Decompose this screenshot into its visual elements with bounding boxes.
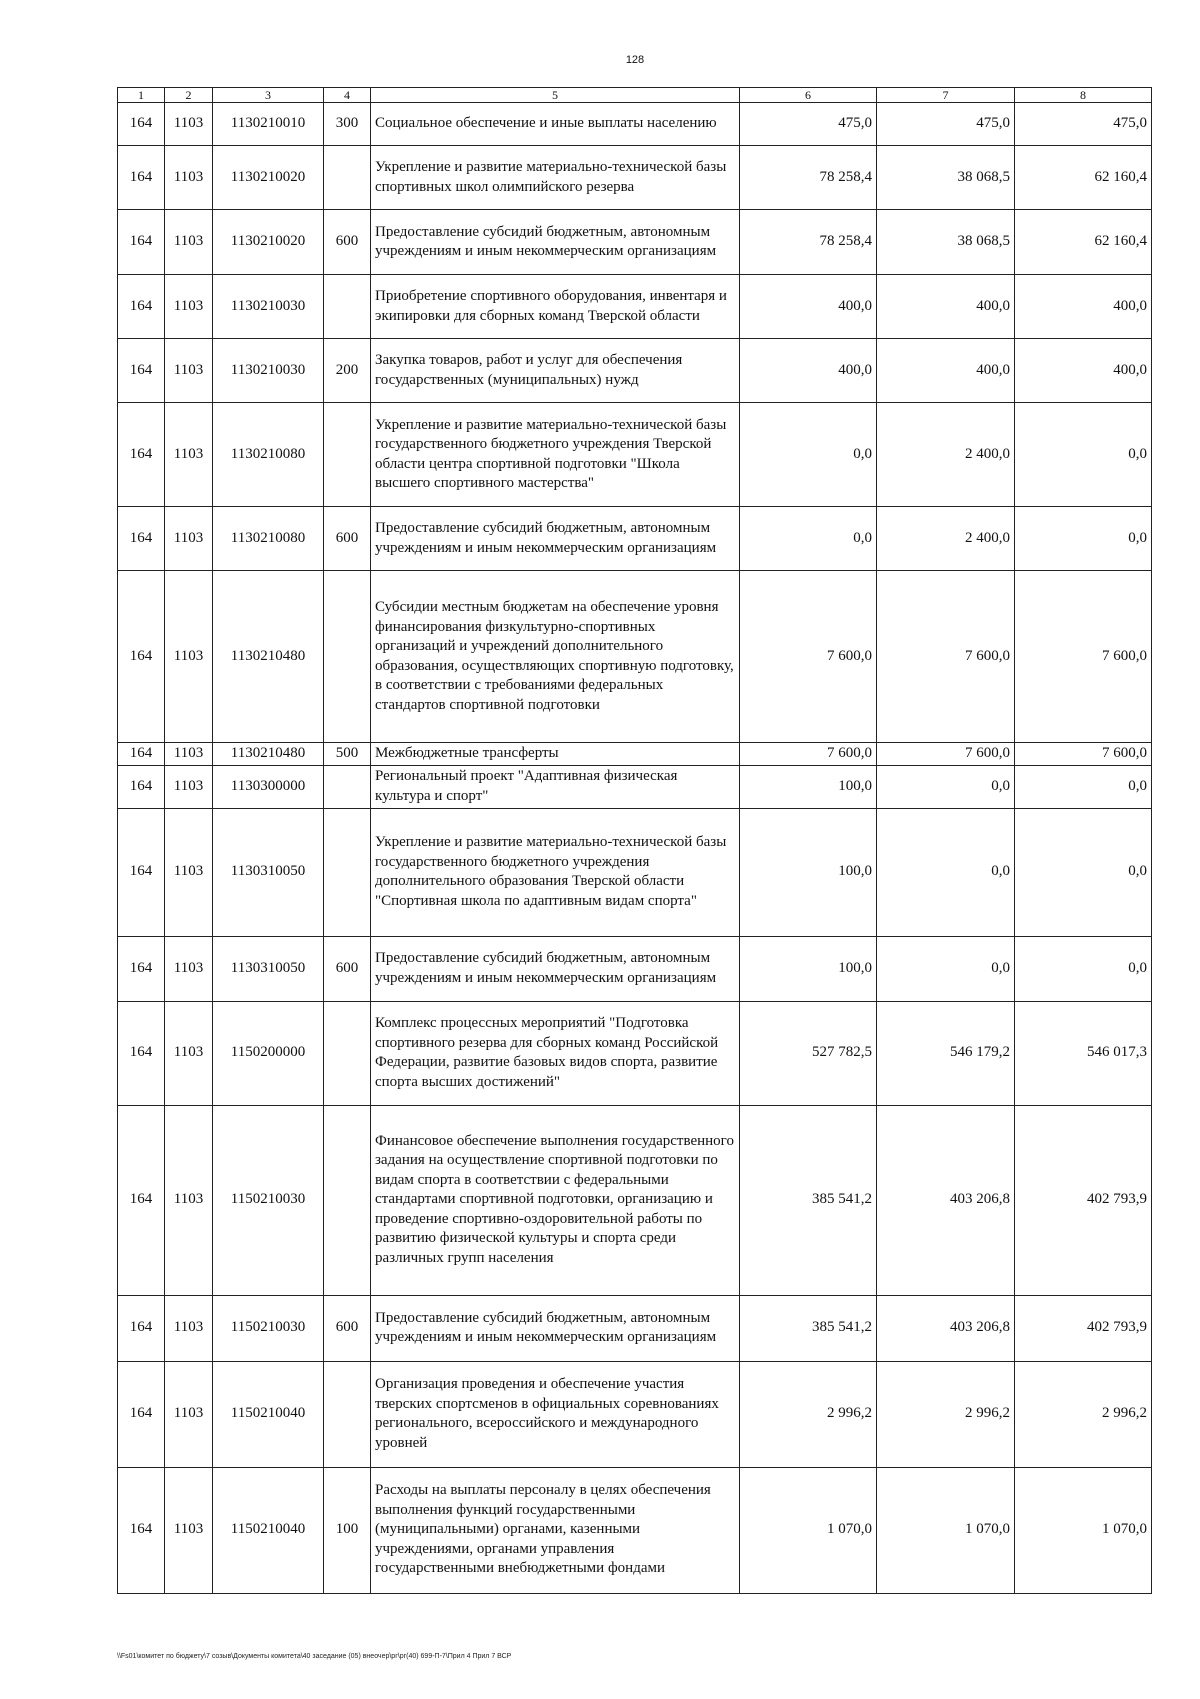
amount-col-7: 0,0 (877, 808, 1015, 936)
table-row (118, 275, 1152, 339)
expense-type-code (324, 1105, 371, 1295)
expense-type-code (324, 403, 371, 507)
column-header-5: 5 (371, 88, 740, 103)
table-row (118, 936, 1152, 1001)
amount-col-8: 475,0 (1015, 103, 1152, 146)
expense-type-code (324, 571, 371, 743)
row-description: Предоставление субсидий бюджетным, автономным учреждениям и иным некоммерческим организациям (371, 507, 740, 571)
section-code: 1103 (165, 403, 213, 507)
target-article-code: 1150210030 (213, 1295, 324, 1361)
amount-col-7: 7 600,0 (877, 571, 1015, 743)
ministry-code: 164 (118, 808, 165, 936)
target-article-code: 1130310050 (213, 936, 324, 1001)
amount-col-8: 62 160,4 (1015, 146, 1152, 210)
table-row (118, 146, 1152, 210)
section-code: 1103 (165, 339, 213, 403)
section-code: 1103 (165, 210, 213, 275)
expense-type-code: 600 (324, 507, 371, 571)
column-header-7: 7 (877, 88, 1015, 103)
table-row (118, 339, 1152, 403)
target-article-code: 1130310050 (213, 808, 324, 936)
amount-col-8: 402 793,9 (1015, 1105, 1152, 1295)
amount-col-6: 78 258,4 (740, 146, 877, 210)
amount-col-6: 475,0 (740, 103, 877, 146)
ministry-code: 164 (118, 507, 165, 571)
amount-col-7: 400,0 (877, 275, 1015, 339)
table-row (118, 743, 1152, 766)
row-description: Предоставление субсидий бюджетным, автономным учреждениям и иным некоммерческим организациям (371, 1295, 740, 1361)
target-article-code: 1130210080 (213, 507, 324, 571)
expense-type-code: 300 (324, 103, 371, 146)
amount-col-8: 0,0 (1015, 808, 1152, 936)
ministry-code: 164 (118, 1295, 165, 1361)
row-description: Предоставление субсидий бюджетным, автономным учреждениям и иным некоммерческим организациям (371, 210, 740, 275)
row-description: Субсидии местным бюджетам на обеспечение уровня финансирования физкультурно-спортивных организаций и учреждений дополнительного образования, осуществляющих спортивную подготовку, в соответствии с требованиями федеральных стандартов спортивной подготовки (371, 571, 740, 743)
ministry-code: 164 (118, 765, 165, 808)
amount-col-7: 2 996,2 (877, 1361, 1015, 1467)
column-header-3: 3 (213, 88, 324, 103)
table-row (118, 507, 1152, 571)
table-row (118, 571, 1152, 743)
target-article-code: 1130210010 (213, 103, 324, 146)
amount-col-6: 100,0 (740, 936, 877, 1001)
target-article-code: 1130210080 (213, 403, 324, 507)
amount-col-7: 1 070,0 (877, 1467, 1015, 1593)
amount-col-6: 7 600,0 (740, 571, 877, 743)
budget-table (117, 87, 1152, 1594)
column-header-2: 2 (165, 88, 213, 103)
target-article-code: 1130210030 (213, 275, 324, 339)
row-description: Комплекс процессных мероприятий "Подготовка спортивного резерва для сборных команд Российской Федерации, развитие базовых видов спорта, развитие спорта высших достижений" (371, 1001, 740, 1105)
amount-col-8: 62 160,4 (1015, 210, 1152, 275)
ministry-code: 164 (118, 403, 165, 507)
expense-type-code: 600 (324, 936, 371, 1001)
amount-col-7: 403 206,8 (877, 1295, 1015, 1361)
target-article-code: 1150210040 (213, 1467, 324, 1593)
section-code: 1103 (165, 571, 213, 743)
expense-type-code: 600 (324, 1295, 371, 1361)
section-code: 1103 (165, 808, 213, 936)
table-row (118, 1295, 1152, 1361)
section-code: 1103 (165, 507, 213, 571)
table-row (118, 1105, 1152, 1295)
amount-col-8: 400,0 (1015, 339, 1152, 403)
expense-type-code (324, 1361, 371, 1467)
column-header-4: 4 (324, 88, 371, 103)
target-article-code: 1130210020 (213, 146, 324, 210)
amount-col-8: 0,0 (1015, 936, 1152, 1001)
amount-col-6: 0,0 (740, 403, 877, 507)
amount-col-7: 38 068,5 (877, 146, 1015, 210)
row-description: Предоставление субсидий бюджетным, автономным учреждениям и иным некоммерческим организациям (371, 936, 740, 1001)
amount-col-8: 2 996,2 (1015, 1361, 1152, 1467)
row-description: Межбюджетные трансферты (371, 743, 740, 766)
ministry-code: 164 (118, 1361, 165, 1467)
amount-col-6: 100,0 (740, 765, 877, 808)
section-code: 1103 (165, 146, 213, 210)
amount-col-6: 400,0 (740, 339, 877, 403)
table-body (118, 103, 1152, 1594)
section-code: 1103 (165, 1467, 213, 1593)
ministry-code: 164 (118, 1467, 165, 1593)
section-code: 1103 (165, 275, 213, 339)
expense-type-code: 600 (324, 210, 371, 275)
column-header-1: 1 (118, 88, 165, 103)
target-article-code: 1150200000 (213, 1001, 324, 1105)
expense-type-code (324, 765, 371, 808)
amount-col-6: 2 996,2 (740, 1361, 877, 1467)
ministry-code: 164 (118, 936, 165, 1001)
column-header-8: 8 (1015, 88, 1152, 103)
file-path-footer: \\Fs01\комитет по бюджету\7 созыв\Документы комитета\40 заседание (05) внеочер\рг\рг(40) 699-П-7\Прил 4 Прил 7 ВСР (117, 1653, 512, 1660)
amount-col-7: 0,0 (877, 936, 1015, 1001)
table-row (118, 1361, 1152, 1467)
ministry-code: 164 (118, 339, 165, 403)
expense-type-code (324, 275, 371, 339)
target-article-code: 1130210020 (213, 210, 324, 275)
ministry-code: 164 (118, 571, 165, 743)
target-article-code: 1130210030 (213, 339, 324, 403)
amount-col-7: 38 068,5 (877, 210, 1015, 275)
amount-col-8: 0,0 (1015, 765, 1152, 808)
amount-col-6: 400,0 (740, 275, 877, 339)
expense-type-code (324, 808, 371, 936)
table-row (118, 765, 1152, 808)
expense-type-code: 100 (324, 1467, 371, 1593)
amount-col-7: 2 400,0 (877, 403, 1015, 507)
amount-col-6: 100,0 (740, 808, 877, 936)
row-description: Региональный проект "Адаптивная физическая культура и спорт" (371, 765, 740, 808)
target-article-code: 1150210040 (213, 1361, 324, 1467)
row-description: Социальное обеспечение и иные выплаты населению (371, 103, 740, 146)
section-code: 1103 (165, 1105, 213, 1295)
amount-col-8: 0,0 (1015, 507, 1152, 571)
section-code: 1103 (165, 103, 213, 146)
page-number: 128 (625, 54, 645, 66)
amount-col-6: 1 070,0 (740, 1467, 877, 1593)
amount-col-8: 0,0 (1015, 403, 1152, 507)
ministry-code: 164 (118, 1001, 165, 1105)
table-row (118, 808, 1152, 936)
row-description: Приобретение спортивного оборудования, инвентаря и экипировки для сборных команд Тверской области (371, 275, 740, 339)
amount-col-6: 7 600,0 (740, 743, 877, 766)
ministry-code: 164 (118, 146, 165, 210)
amount-col-7: 475,0 (877, 103, 1015, 146)
section-code: 1103 (165, 1361, 213, 1467)
target-article-code: 1130210480 (213, 571, 324, 743)
amount-col-6: 78 258,4 (740, 210, 877, 275)
section-code: 1103 (165, 765, 213, 808)
section-code: 1103 (165, 1001, 213, 1105)
column-header-6: 6 (740, 88, 877, 103)
amount-col-8: 400,0 (1015, 275, 1152, 339)
table-row (118, 210, 1152, 275)
row-description: Финансовое обеспечение выполнения государственного задания на осуществление спортивной подготовки по видам спорта в соответствии с федеральными стандартами спортивной подготовки, организацию и проведение спортивно-оздоровительной работы по развитию физической культуры и спорта среди различных групп населения (371, 1105, 740, 1295)
section-code: 1103 (165, 743, 213, 766)
target-article-code: 1130300000 (213, 765, 324, 808)
expense-type-code: 200 (324, 339, 371, 403)
amount-col-8: 1 070,0 (1015, 1467, 1152, 1593)
row-description: Укрепление и развитие материально-технической базы государственного бюджетного учреждения дополнительного образования Тверской области "Спортивная школа по адаптивным видам спорта" (371, 808, 740, 936)
amount-col-6: 385 541,2 (740, 1105, 877, 1295)
row-description: Укрепление и развитие материально-технической базы спортивных школ олимпийского резерва (371, 146, 740, 210)
ministry-code: 164 (118, 103, 165, 146)
amount-col-8: 402 793,9 (1015, 1295, 1152, 1361)
section-code: 1103 (165, 936, 213, 1001)
column-number-row (118, 88, 1152, 103)
section-code: 1103 (165, 1295, 213, 1361)
expense-type-code (324, 1001, 371, 1105)
ministry-code: 164 (118, 743, 165, 766)
ministry-code: 164 (118, 275, 165, 339)
row-description: Организация проведения и обеспечение участия тверских спортсменов в официальных соревнованиях регионального, всероссийского и международного уровней (371, 1361, 740, 1467)
target-article-code: 1150210030 (213, 1105, 324, 1295)
expense-type-code (324, 146, 371, 210)
ministry-code: 164 (118, 1105, 165, 1295)
amount-col-7: 546 179,2 (877, 1001, 1015, 1105)
table-row (118, 1001, 1152, 1105)
table-row (118, 103, 1152, 146)
amount-col-7: 7 600,0 (877, 743, 1015, 766)
row-description: Расходы на выплаты персоналу в целях обеспечения выполнения функций государственными (муниципальными) органами, казенными учреждениями, органами управления государственными внебюджетными фондами (371, 1467, 740, 1593)
amount-col-8: 7 600,0 (1015, 743, 1152, 766)
amount-col-6: 527 782,5 (740, 1001, 877, 1105)
amount-col-7: 0,0 (877, 765, 1015, 808)
amount-col-8: 546 017,3 (1015, 1001, 1152, 1105)
amount-col-7: 400,0 (877, 339, 1015, 403)
amount-col-6: 0,0 (740, 507, 877, 571)
row-description: Закупка товаров, работ и услуг для обеспечения государственных (муниципальных) нужд (371, 339, 740, 403)
table-row (118, 403, 1152, 507)
amount-col-7: 403 206,8 (877, 1105, 1015, 1295)
amount-col-8: 7 600,0 (1015, 571, 1152, 743)
target-article-code: 1130210480 (213, 743, 324, 766)
ministry-code: 164 (118, 210, 165, 275)
expense-type-code: 500 (324, 743, 371, 766)
table-row (118, 1467, 1152, 1593)
row-description: Укрепление и развитие материально-технической базы государственного бюджетного учреждения Тверской области центра спортивной подготовки "Школа высшего спортивного мастерства" (371, 403, 740, 507)
amount-col-7: 2 400,0 (877, 507, 1015, 571)
amount-col-6: 385 541,2 (740, 1295, 877, 1361)
